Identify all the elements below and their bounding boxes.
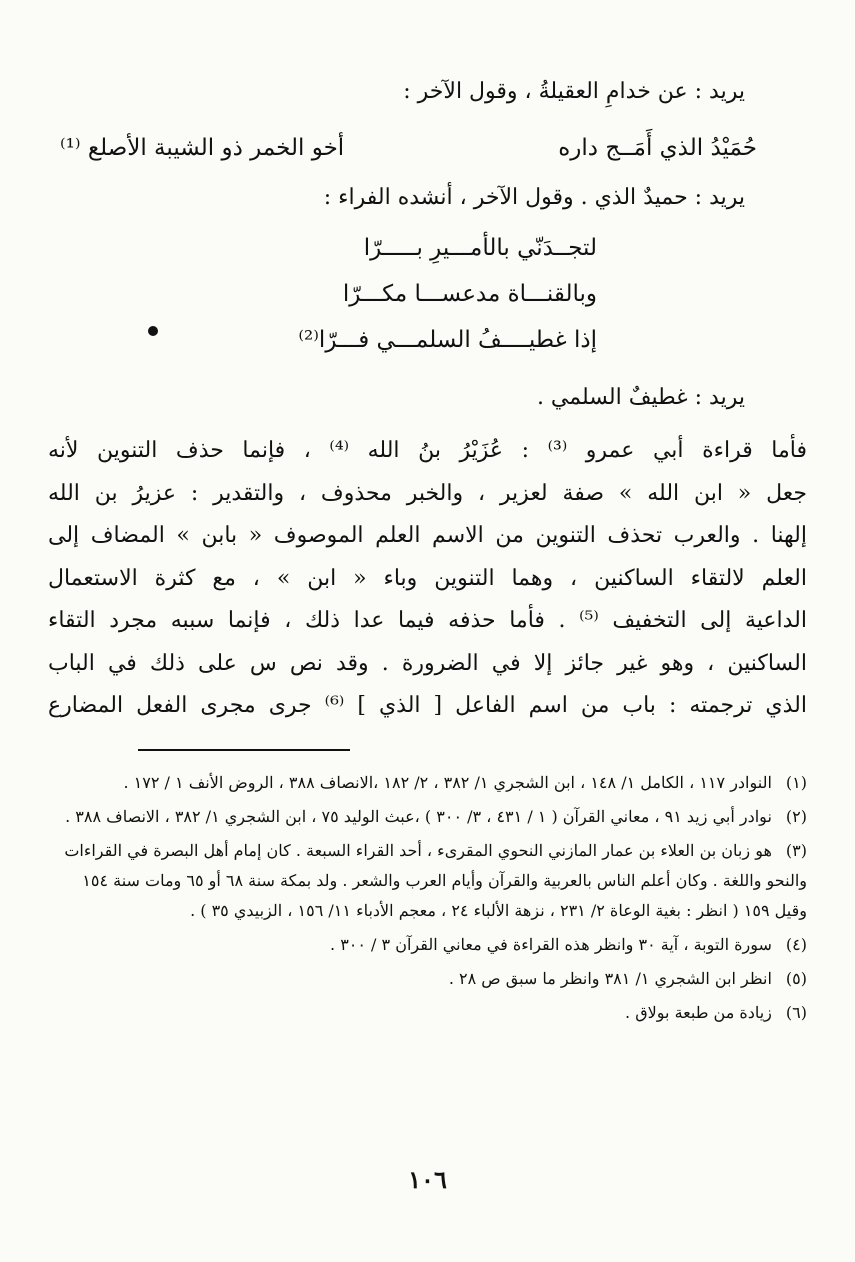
footnote-number: (٤) bbox=[785, 935, 807, 954]
footnote-number: (٣) bbox=[785, 841, 807, 860]
footnote bbox=[48, 836, 807, 926]
rajaz-line: إذا غطيــــفُ السلمـــي فـــرّا⁽²⁾ bbox=[298, 327, 597, 353]
footnote bbox=[48, 964, 807, 994]
footnote-separator bbox=[138, 749, 350, 751]
paragraph-line: الساكنين ، وهو غير جائز إلا في الضرورة . وقد نص س على ذلك في الباب bbox=[48, 650, 807, 676]
footnote-number: (٦) bbox=[785, 1003, 807, 1022]
bullet-mark bbox=[148, 326, 158, 336]
footnote-text: هو زبان بن العلاء بن عمار المازني النحوي المقرىء ، أحد القراء السبعة . كان إمام أهل البصرة في القراءات والنحو واللغة . وكان أعلم الناس بالعربية والقرآن وأيام العرب والشعر . ولد بمكة سنة ٦٨ أو ٦٥ ومات سنة ١٥٤ وقيل ١٥٩ ( انظر : بغية الوعاة ٢/ ٢٣١ ، نزهة الألباء ٢٤ ، معجم الأدباء ١١/ ١٥٦ ، الزبيدي ٣٥ ) . bbox=[64, 841, 807, 920]
paragraph-line: جعل « ابن الله » صفة لعزير ، والخبر محذوف ، والتقدير : عزيرُ بن الله bbox=[48, 480, 807, 506]
paragraph-line: الداعية إلى التخفيف ⁽⁵⁾ . فأما حذفه فيما عدا ذلك ، فإنما سببه مجرد التقاء bbox=[48, 608, 807, 633]
rajaz-line: لتجــدَنّي بالأمـــيرِ بـــــرّا bbox=[363, 235, 597, 261]
footnote-text: النوادر ١١٧ ، الكامل ١/ ١٤٨ ، ابن الشجري ١/ ٣٨٢ ، ٢/ ١٨٢ ،الانصاف ٣٨٨ ، الروض الأنف ١ / ١٧٢ . bbox=[123, 773, 772, 792]
paragraph-line: فأما قراءة أبي عمرو ⁽³⁾ : عُزَيْرُ بنُ الله ⁽⁴⁾ ، فإنما حذف التنوين لأنه bbox=[48, 438, 807, 463]
text-line: يريد : حميدٌ الذي . وقول الآخر ، أنشده الفراء : bbox=[323, 185, 745, 210]
body-paragraph bbox=[48, 430, 807, 728]
footnotes bbox=[48, 768, 807, 1032]
footnote-number: (٢) bbox=[785, 807, 807, 826]
rajaz-line: وبالقنـــاة مدعســـا مكـــرّا bbox=[342, 281, 597, 307]
text-line: يريد : عن خدامِ العقيلةُ ، وقول الآخر : bbox=[403, 79, 745, 104]
footnote-number: (١) bbox=[785, 773, 807, 792]
paragraph-line: العلم لالتقاء الساكنين ، وهما التنوين وباء « ابن » ، مع كثرة الاستعمال bbox=[48, 565, 807, 591]
page-number: ١٠٦ bbox=[408, 1165, 447, 1194]
verse bbox=[60, 128, 757, 168]
paragraph-line: إلهنا . والعرب تحذف التنوين من الاسم العلم الموصوف « بابن » المضاف إلى bbox=[48, 523, 807, 548]
verse-hemistich-first: حُمَيْدُ الذي أَمَــج داره bbox=[558, 135, 757, 161]
footnote-text: سورة التوبة ، آية ٣٠ وانظر هذه القراءة في معاني القرآن ٣ / ٣٠٠ . bbox=[330, 935, 772, 954]
verse-hemistich-second: أخو الخمر ذو الشيبة الأصلع ⁽¹⁾ bbox=[60, 135, 345, 161]
footnote bbox=[48, 930, 807, 960]
footnote-number: (٥) bbox=[785, 969, 807, 988]
footnote-text: زيادة من طبعة بولاق . bbox=[625, 1003, 772, 1022]
text-line: يريد : غطيفٌ السلمي . bbox=[536, 385, 745, 410]
footnote bbox=[48, 998, 807, 1028]
footnote-text: انظر ابن الشجري ١/ ٣٨١ وانظر ما سبق ص ٢٨ . bbox=[448, 969, 772, 988]
footnote bbox=[48, 768, 807, 798]
footnote bbox=[48, 802, 807, 832]
footnote-text: نوادر أبي زيد ٩١ ، معاني القرآن ( ١ / ٤٣١ ، ٣/ ٣٠٠ ) ،عبث الوليد ٧٥ ، ابن الشجري ١/ ٣٨٢ ، الانصاف ٣٨٨ . bbox=[65, 807, 772, 826]
paragraph-line: الذي ترجمته : باب من اسم الفاعل [ الذي ] ⁽⁶⁾ جرى مجرى الفعل المضارع bbox=[48, 693, 807, 718]
